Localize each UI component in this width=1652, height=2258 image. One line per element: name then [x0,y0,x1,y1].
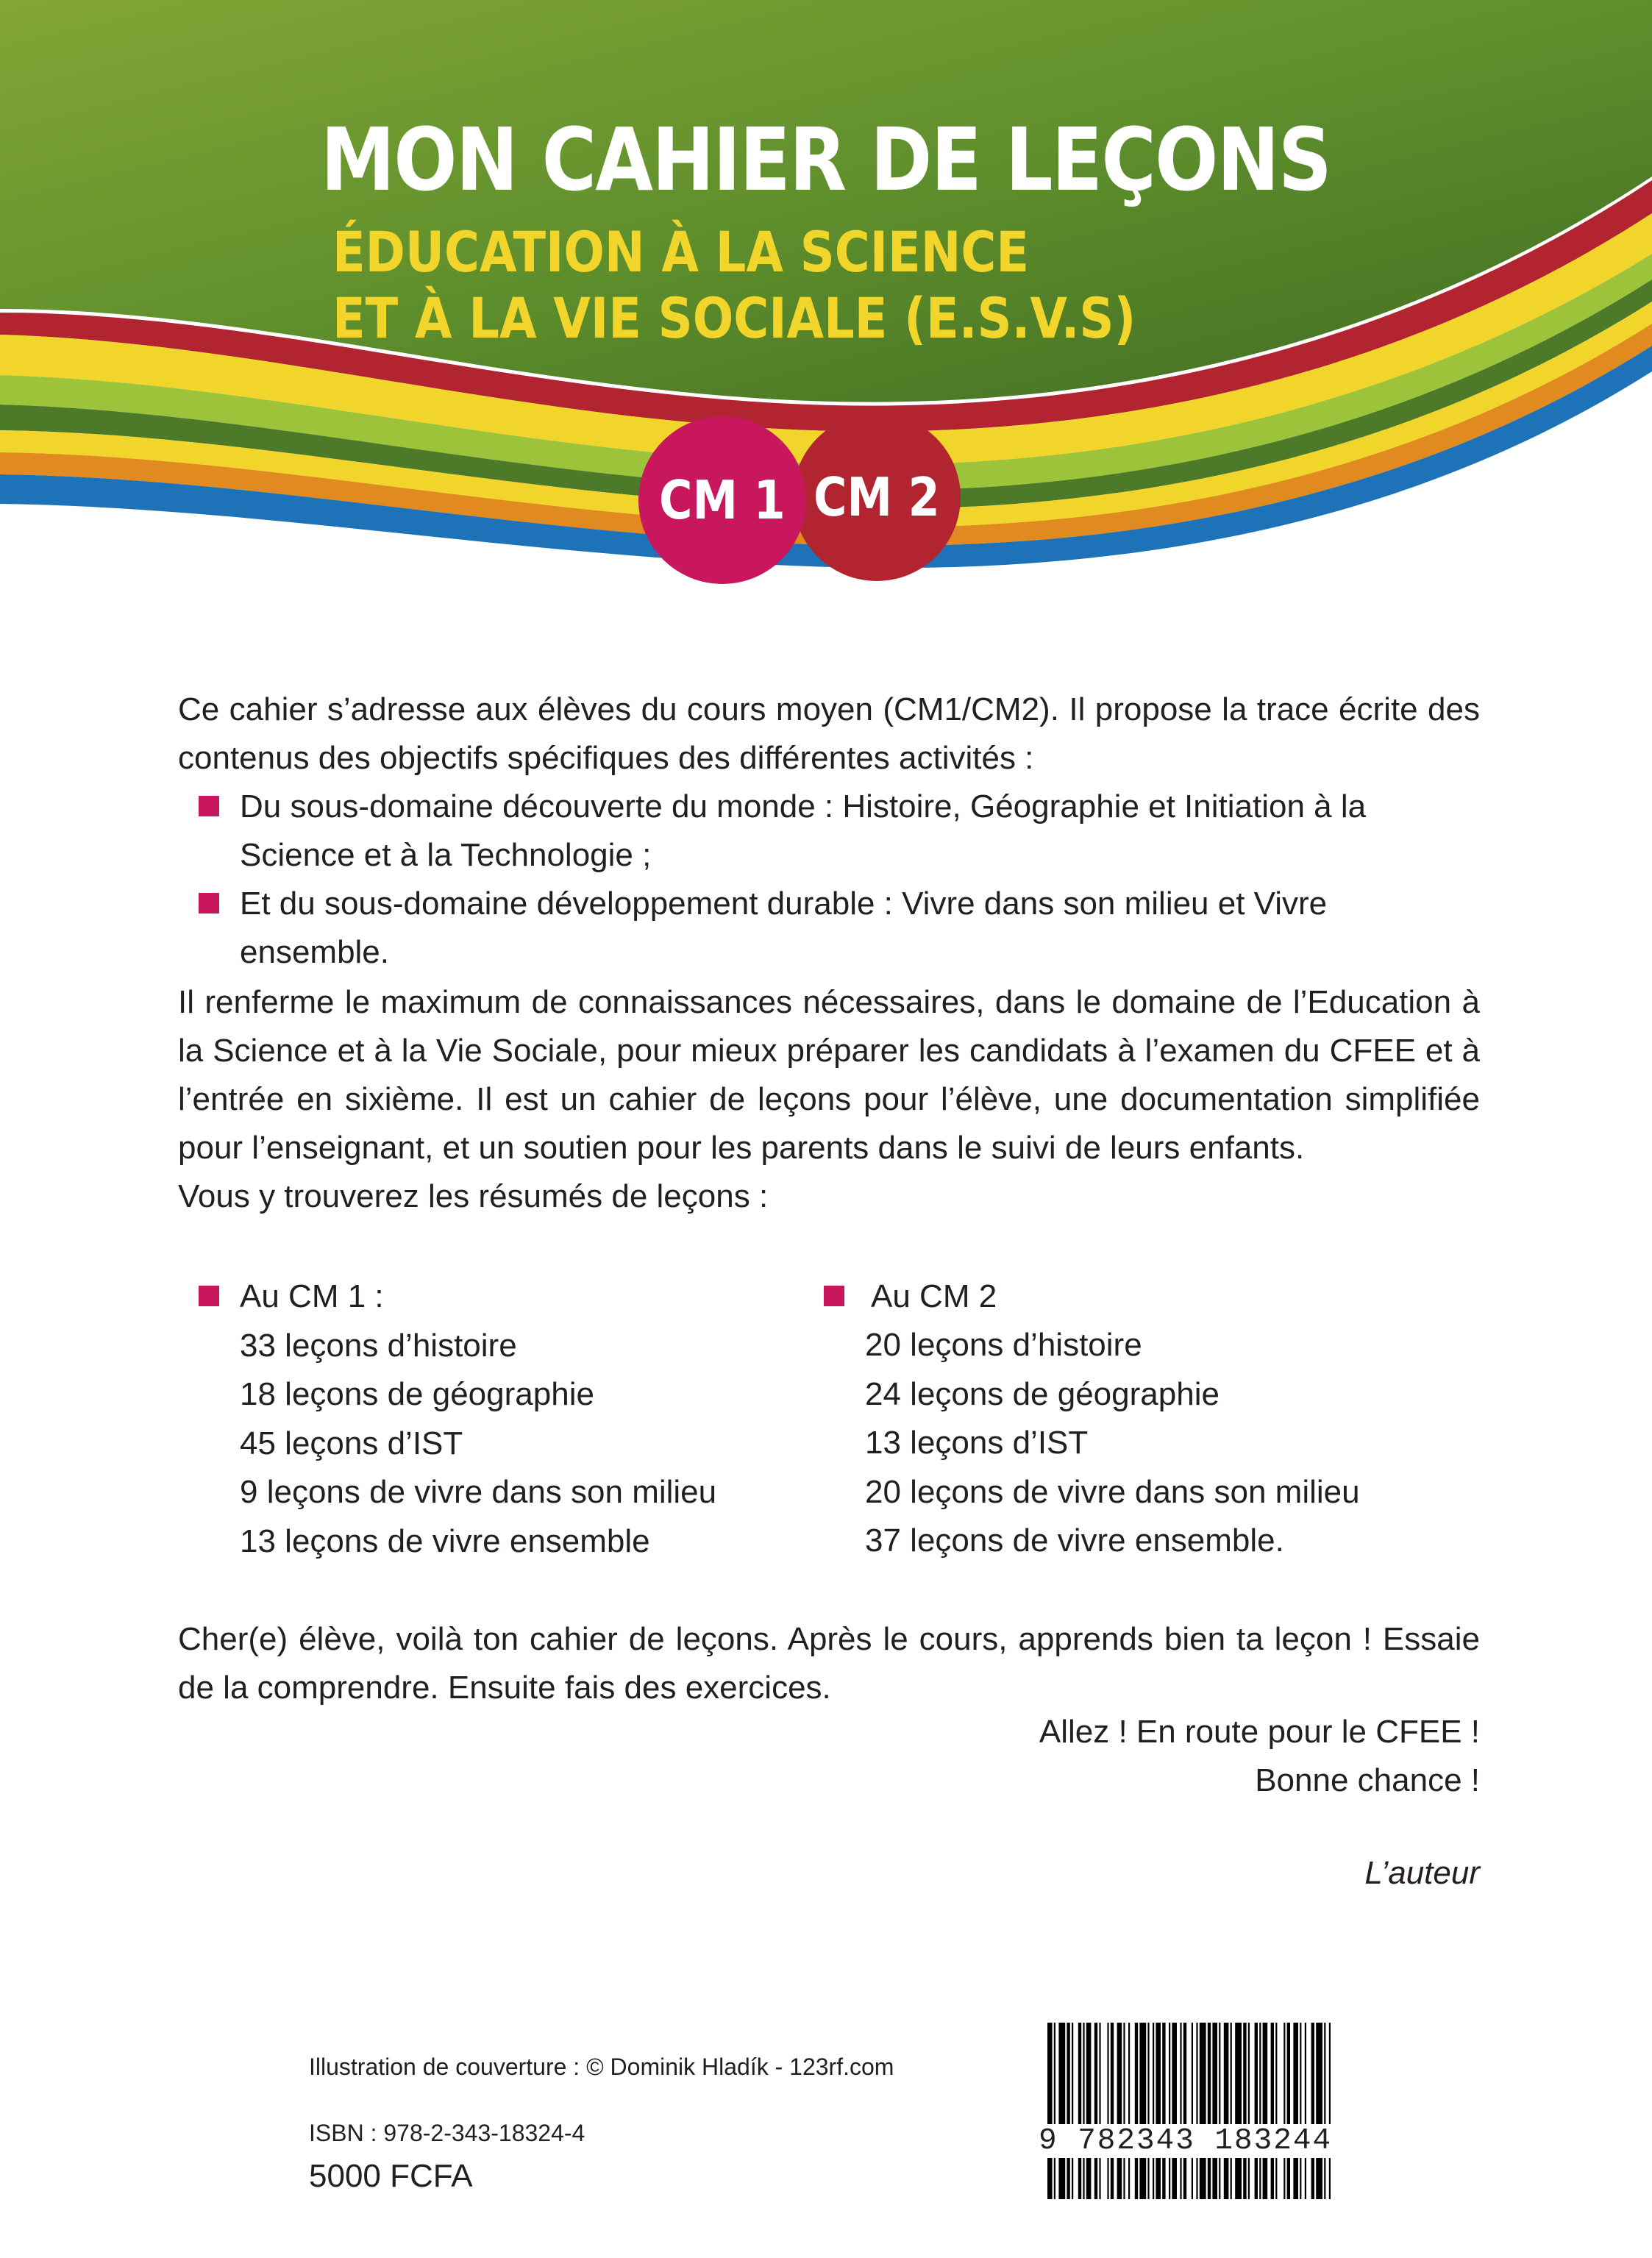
badge-cm2-label: CM 2 [813,466,940,528]
list-item: 24 leçons de géographie [865,1375,1220,1412]
list-item: 45 leçons d’IST [240,1425,463,1461]
cm1-lessons-list [240,1272,716,1566]
subtitle-line-1: ÉDUCATION À LA SCIENCE [332,219,1030,285]
subtitle-line-2: ET À LA VIE SOCIALE (E.S.V.S) [332,285,1136,351]
badge-cm1 [638,416,806,584]
cm2-lessons-list [865,1321,1360,1566]
price: 5000 FCFA [309,2158,473,2194]
list-item: 20 leçons de vivre dans son milieu [865,1473,1360,1510]
list-item: 9 leçons de vivre dans son milieu [240,1474,717,1510]
intro-bullet-2-text: Et du sous-domaine développement durable : Vivre dans son milieu et Vivre ensemble. [240,886,1328,970]
intro-bullet-1-text: Du sous-domaine découverte du monde : Histoire, Géographie et Initiation à la Science et à la Technologie ; [240,788,1367,873]
bullet-square-icon [199,796,219,816]
cm1-heading: Au CM 1 : [240,1278,384,1314]
cm1-bullet-square-icon [199,1286,219,1306]
bullet-square-icon [199,893,219,913]
description-last-line: Vous y trouverez les résumés de leçons : [178,1178,769,1214]
cm2-heading: Au CM 2 [871,1278,997,1314]
closing-paragraph: Cher(e) élève, voilà ton cahier de leçons. Après le cours, apprends bien ta leçon ! Essaie de la comprendre. Ensuite fais des exercices. [178,1621,1480,1706]
barcode-icon [1047,2023,1331,2199]
barcode-digits: 9 782343 183244 [1039,2124,1333,2158]
list-item: 37 leçons de vivre ensemble. [865,1522,1284,1559]
author-signature: L’auteur [1364,1855,1480,1891]
closing-line-1: Allez ! En route pour le CFEE ! [1039,1714,1480,1750]
book-title: MON CAHIER DE LEÇONS [321,109,1331,210]
description-paragraph: Il renferme le maximum de connaissances nécessaires, dans le domaine de l’Education à la Science et à la Vie Sociale, pour mieux préparer les candidats à l’examen du CFEE et à l’entrée en sixième. Il est un cahier de leçons pour l’élève, une documentation simplifiée pour l’enseignant, et un soutien pour les parents dans le suivi de leurs enfants. [178,984,1480,1166]
closing-line-2: Bonne chance ! [1255,1762,1480,1798]
cm2-lessons-heading-wrap [871,1272,997,1322]
list-item: 18 leçons de géographie [240,1376,594,1412]
intro-paragraph: Ce cahier s’adresse aux élèves du cours moyen (CM1/CM2). Il propose la trace écrite des contenus des objectifs spécifiques des différentes activités : [178,691,1480,776]
list-item: 13 leçons d’IST [865,1425,1089,1461]
cover-credit: Illustration de couverture : © Dominik Hladík - 123rf.com [309,2054,894,2080]
badge-cm2 [793,413,961,581]
list-item: 33 leçons d’histoire [240,1327,517,1364]
cm2-bullet-square-icon [824,1286,844,1306]
list-item: 20 leçons d’histoire [865,1327,1142,1363]
isbn: ISBN : 978-2-343-18324-4 [309,2120,585,2146]
badge-cm1-label: CM 1 [659,469,786,531]
list-item: 13 leçons de vivre ensemble [240,1522,650,1559]
